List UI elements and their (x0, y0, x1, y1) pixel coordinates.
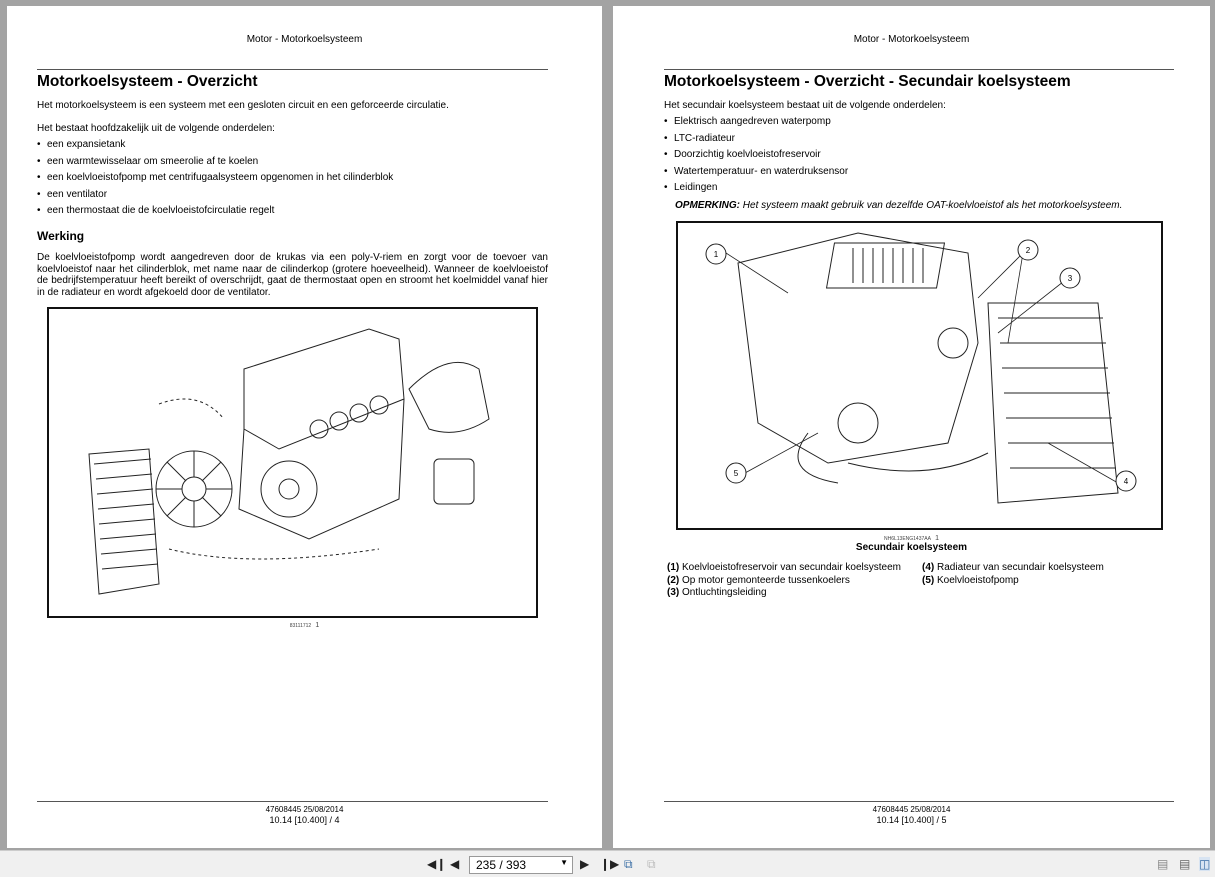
legend-item (922, 562, 1104, 575)
list-item: • Watertemperatuur- en waterdruksensor (664, 166, 848, 178)
list-item: • een warmtewisselaar om smeerolie af te koelen (37, 156, 393, 168)
go-forward-view-icon[interactable]: ⧉ (647, 857, 656, 871)
legend-num: (3) (667, 587, 680, 598)
previous-page-icon[interactable]: ◀ (450, 857, 460, 871)
first-page-icon[interactable]: ◀❙ (427, 857, 447, 871)
intro-text: Het motorkoelsysteem is een systeem met een gesloten circuit en een geforceerde circulatie. (37, 100, 449, 111)
legend-text: Op motor gemonteerde tussenkoelers (682, 574, 850, 586)
next-page-icon[interactable]: ▶ (580, 857, 590, 871)
legend-num: (2) (667, 574, 680, 586)
engine-block-shape (738, 233, 978, 463)
operation-paragraph: De koelvloeistofpomp wordt aangedreven door de krukas via een poly-V-riem en zorgt voor de toevoer van koelvloeistof naar het cilinderblok, met name naar de cilinderkop (grotere hoeveelheid). Wanneer de koelvloeistof de bedrijfstemperatuur heeft bereikt of overschrijdt, gaat de thermostaat open en stroomt het koelmiddel vanaf hier in de radiateur en wordt afgekoeld door de ventilator. (37, 252, 548, 298)
running-header: Motor - Motorkoelsysteem (246, 34, 363, 45)
page-number-value: 235 / 393 (476, 858, 527, 872)
list-intro: Het bestaat hoofdzakelijk uit de volgende onderdelen: (37, 123, 275, 134)
list-item: • een koelvloeistofpomp met centrifugaalsysteem opgenomen in het cilinderblok (37, 172, 393, 184)
page-right (613, 6, 1210, 848)
legend-num: (4) (922, 562, 935, 573)
figure-code (613, 535, 1210, 542)
component-list (664, 116, 848, 199)
footer-doc: 47608445 25/08/2014 (265, 805, 344, 814)
figure-code (7, 622, 602, 629)
legend-col-2 (922, 562, 1104, 587)
note (675, 200, 1122, 212)
legend-num: (5) (922, 574, 935, 586)
legend-text: Ontluchtingsleiding (682, 587, 767, 598)
footer-divider (664, 801, 1174, 802)
divider (37, 69, 548, 70)
footer-page: 10.14 [10.400] / 5 (876, 815, 947, 825)
note-label: OPMERKING: (675, 200, 740, 211)
figure-number: 1 (935, 535, 940, 542)
divider (664, 69, 1174, 70)
secondary-cooling-figure (676, 221, 1163, 530)
page-left (7, 6, 602, 848)
legend-text: Radiateur van secundair koelsysteem (937, 562, 1104, 573)
list-item: • LTC-radiateur (664, 133, 848, 145)
navigation-toolbar (0, 850, 1215, 877)
figure-caption: Secundair koelsysteem (855, 542, 968, 553)
callout-1: 1 (713, 250, 719, 259)
figure-number: 1 (315, 622, 320, 629)
legend-text: Koelvloeistofreservoir van secundair koelsysteem (682, 562, 902, 573)
section-title: Motorkoelsysteem - Overzicht (37, 73, 258, 90)
list-item: • Elektrisch aangedreven waterpomp (664, 116, 848, 128)
callout-5: 5 (733, 469, 739, 478)
page-number-select[interactable] (469, 856, 573, 874)
component-list (37, 139, 393, 222)
figure-code-text: NH6L13ENG1437AA (883, 536, 931, 542)
footer (7, 804, 602, 826)
legend-item (667, 575, 901, 588)
list-intro: Het secundair koelsysteem bestaat uit de volgende onderdelen: (664, 100, 946, 111)
legend-col-1 (667, 562, 901, 600)
legend-item (667, 562, 901, 575)
footer-doc: 47608445 25/08/2014 (872, 805, 951, 814)
engine-block-shape (244, 329, 404, 449)
list-item: • een ventilator (37, 189, 393, 201)
callout-2: 2 (1025, 246, 1031, 255)
engine-cooling-figure (47, 307, 538, 618)
running-header: Motor - Motorkoelsysteem (853, 34, 970, 45)
footer-divider (37, 801, 548, 802)
figure-code-text: 83111712 (289, 623, 312, 629)
engine-illustration (49, 309, 536, 616)
legend-text: Koelvloeistofpomp (937, 574, 1019, 586)
list-item: • Doorzichtig koelvloeistofreservoir (664, 149, 848, 161)
go-back-view-icon[interactable]: ⧉ (624, 857, 633, 871)
section-title: Motorkoelsysteem - Overzicht - Secundair koelsysteem (664, 73, 1071, 90)
list-item: • Leidingen (664, 182, 848, 194)
last-page-icon[interactable]: ❙▶ (600, 857, 620, 871)
two-page-view-icon[interactable]: ◫ (1199, 857, 1211, 871)
list-item: • een thermostaat die de koelvloeistofcirculatie regelt (37, 205, 393, 217)
single-page-view-icon[interactable]: ▤ (1157, 857, 1169, 871)
continuous-view-icon[interactable]: ▤ (1179, 857, 1191, 871)
radiator-shape (988, 303, 1118, 503)
legend-num: (1) (667, 562, 680, 573)
footer-page: 10.14 [10.400] / 4 (269, 815, 340, 825)
chevron-down-icon[interactable]: ▼ (560, 858, 568, 867)
callout-3: 3 (1067, 274, 1073, 283)
footer (613, 804, 1210, 826)
note-text: Het systeem maakt gebruik van dezelfde OAT-koelvloeistof als het motorkoelsysteem. (742, 200, 1123, 211)
subsection-title: Werking (37, 229, 85, 243)
callout-4: 4 (1123, 477, 1129, 486)
legend-item (667, 587, 901, 600)
engine-illustration (678, 223, 1161, 528)
turbo-shape (409, 362, 489, 432)
list-item: • een expansietank (37, 139, 393, 151)
legend-item (922, 575, 1104, 588)
